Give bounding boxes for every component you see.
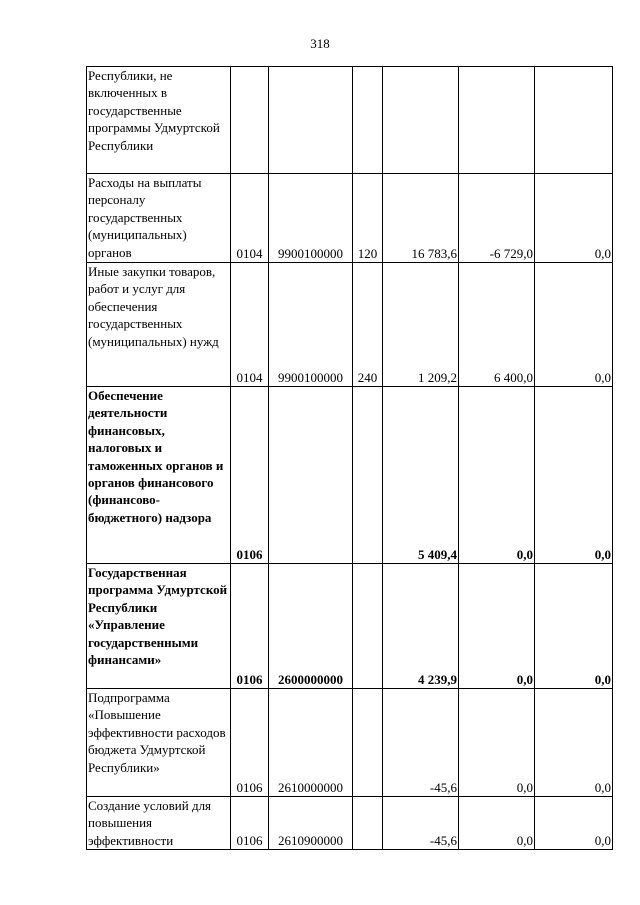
target-code-cell — [269, 387, 353, 564]
row-name-cell: Расходы на выплаты персоналу государственных (муниципальных) органов — [87, 174, 231, 263]
table-row — [87, 387, 613, 564]
section-code-cell: 0104 — [231, 174, 269, 263]
table-row — [87, 689, 613, 797]
row-name-cell: Подпрограмма «Повышение эффективности расходов бюджета Удмуртской Республики» — [87, 689, 231, 797]
target-code-cell: 2610900000 — [269, 797, 353, 850]
amount-2-cell: 0,0 — [459, 797, 535, 850]
amount-1-cell: 5 409,4 — [383, 387, 459, 564]
amount-3-cell — [535, 67, 613, 174]
amount-3-cell: 0,0 — [535, 689, 613, 797]
row-name-cell: Республики, не включенных в государственные программы Удмуртской Республики — [87, 67, 231, 174]
target-code-cell — [269, 67, 353, 174]
amount-2-cell — [459, 67, 535, 174]
expense-type-cell — [353, 67, 383, 174]
amount-2-cell: -6 729,0 — [459, 174, 535, 263]
amount-3-cell: 0,0 — [535, 263, 613, 387]
section-code-cell: 0106 — [231, 797, 269, 850]
amount-3-cell: 0,0 — [535, 797, 613, 850]
page-number: 318 — [310, 36, 330, 51]
table-row — [87, 263, 613, 387]
amount-2-cell: 0,0 — [459, 387, 535, 564]
table-row — [87, 564, 613, 689]
row-name-cell: Государственная программа Удмуртской Республики «Управление государственными финансами» — [87, 564, 231, 689]
expense-type-cell — [353, 387, 383, 564]
section-code-cell: 0106 — [231, 387, 269, 564]
row-name-cell: Создание условий для повышения эффективности — [87, 797, 231, 850]
amount-1-cell: 16 783,6 — [383, 174, 459, 263]
section-code-cell — [231, 67, 269, 174]
amount-1-cell: 4 239,9 — [383, 564, 459, 689]
target-code-cell: 9900100000 — [269, 263, 353, 387]
amount-2-cell: 0,0 — [459, 564, 535, 689]
expense-type-cell: 240 — [353, 263, 383, 387]
section-code-cell: 0104 — [231, 263, 269, 387]
amount-3-cell: 0,0 — [535, 387, 613, 564]
row-name-cell: Иные закупки товаров, работ и услуг для обеспечения государственных (муниципальных) нужд — [87, 263, 231, 387]
amount-2-cell: 0,0 — [459, 689, 535, 797]
amount-2-cell: 6 400,0 — [459, 263, 535, 387]
section-code-cell: 0106 — [231, 689, 269, 797]
amount-1-cell — [383, 67, 459, 174]
target-code-cell: 2600000000 — [269, 564, 353, 689]
amount-3-cell: 0,0 — [535, 564, 613, 689]
amount-1-cell: 1 209,2 — [383, 263, 459, 387]
expense-type-cell — [353, 797, 383, 850]
table-row — [87, 174, 613, 263]
expense-type-cell: 120 — [353, 174, 383, 263]
row-name-cell: Обеспечение деятельности финансовых, налоговых и таможенных органов и органов финансового (финансово-бюджетного) надзора — [87, 387, 231, 564]
expense-type-cell — [353, 564, 383, 689]
expense-type-cell — [353, 689, 383, 797]
target-code-cell: 9900100000 — [269, 174, 353, 263]
amount-1-cell: -45,6 — [383, 797, 459, 850]
table-row — [87, 67, 613, 174]
target-code-cell: 2610000000 — [269, 689, 353, 797]
table-row — [87, 797, 613, 850]
amount-1-cell: -45,6 — [383, 689, 459, 797]
section-code-cell: 0106 — [231, 564, 269, 689]
budget-table — [86, 66, 613, 850]
amount-3-cell: 0,0 — [535, 174, 613, 263]
